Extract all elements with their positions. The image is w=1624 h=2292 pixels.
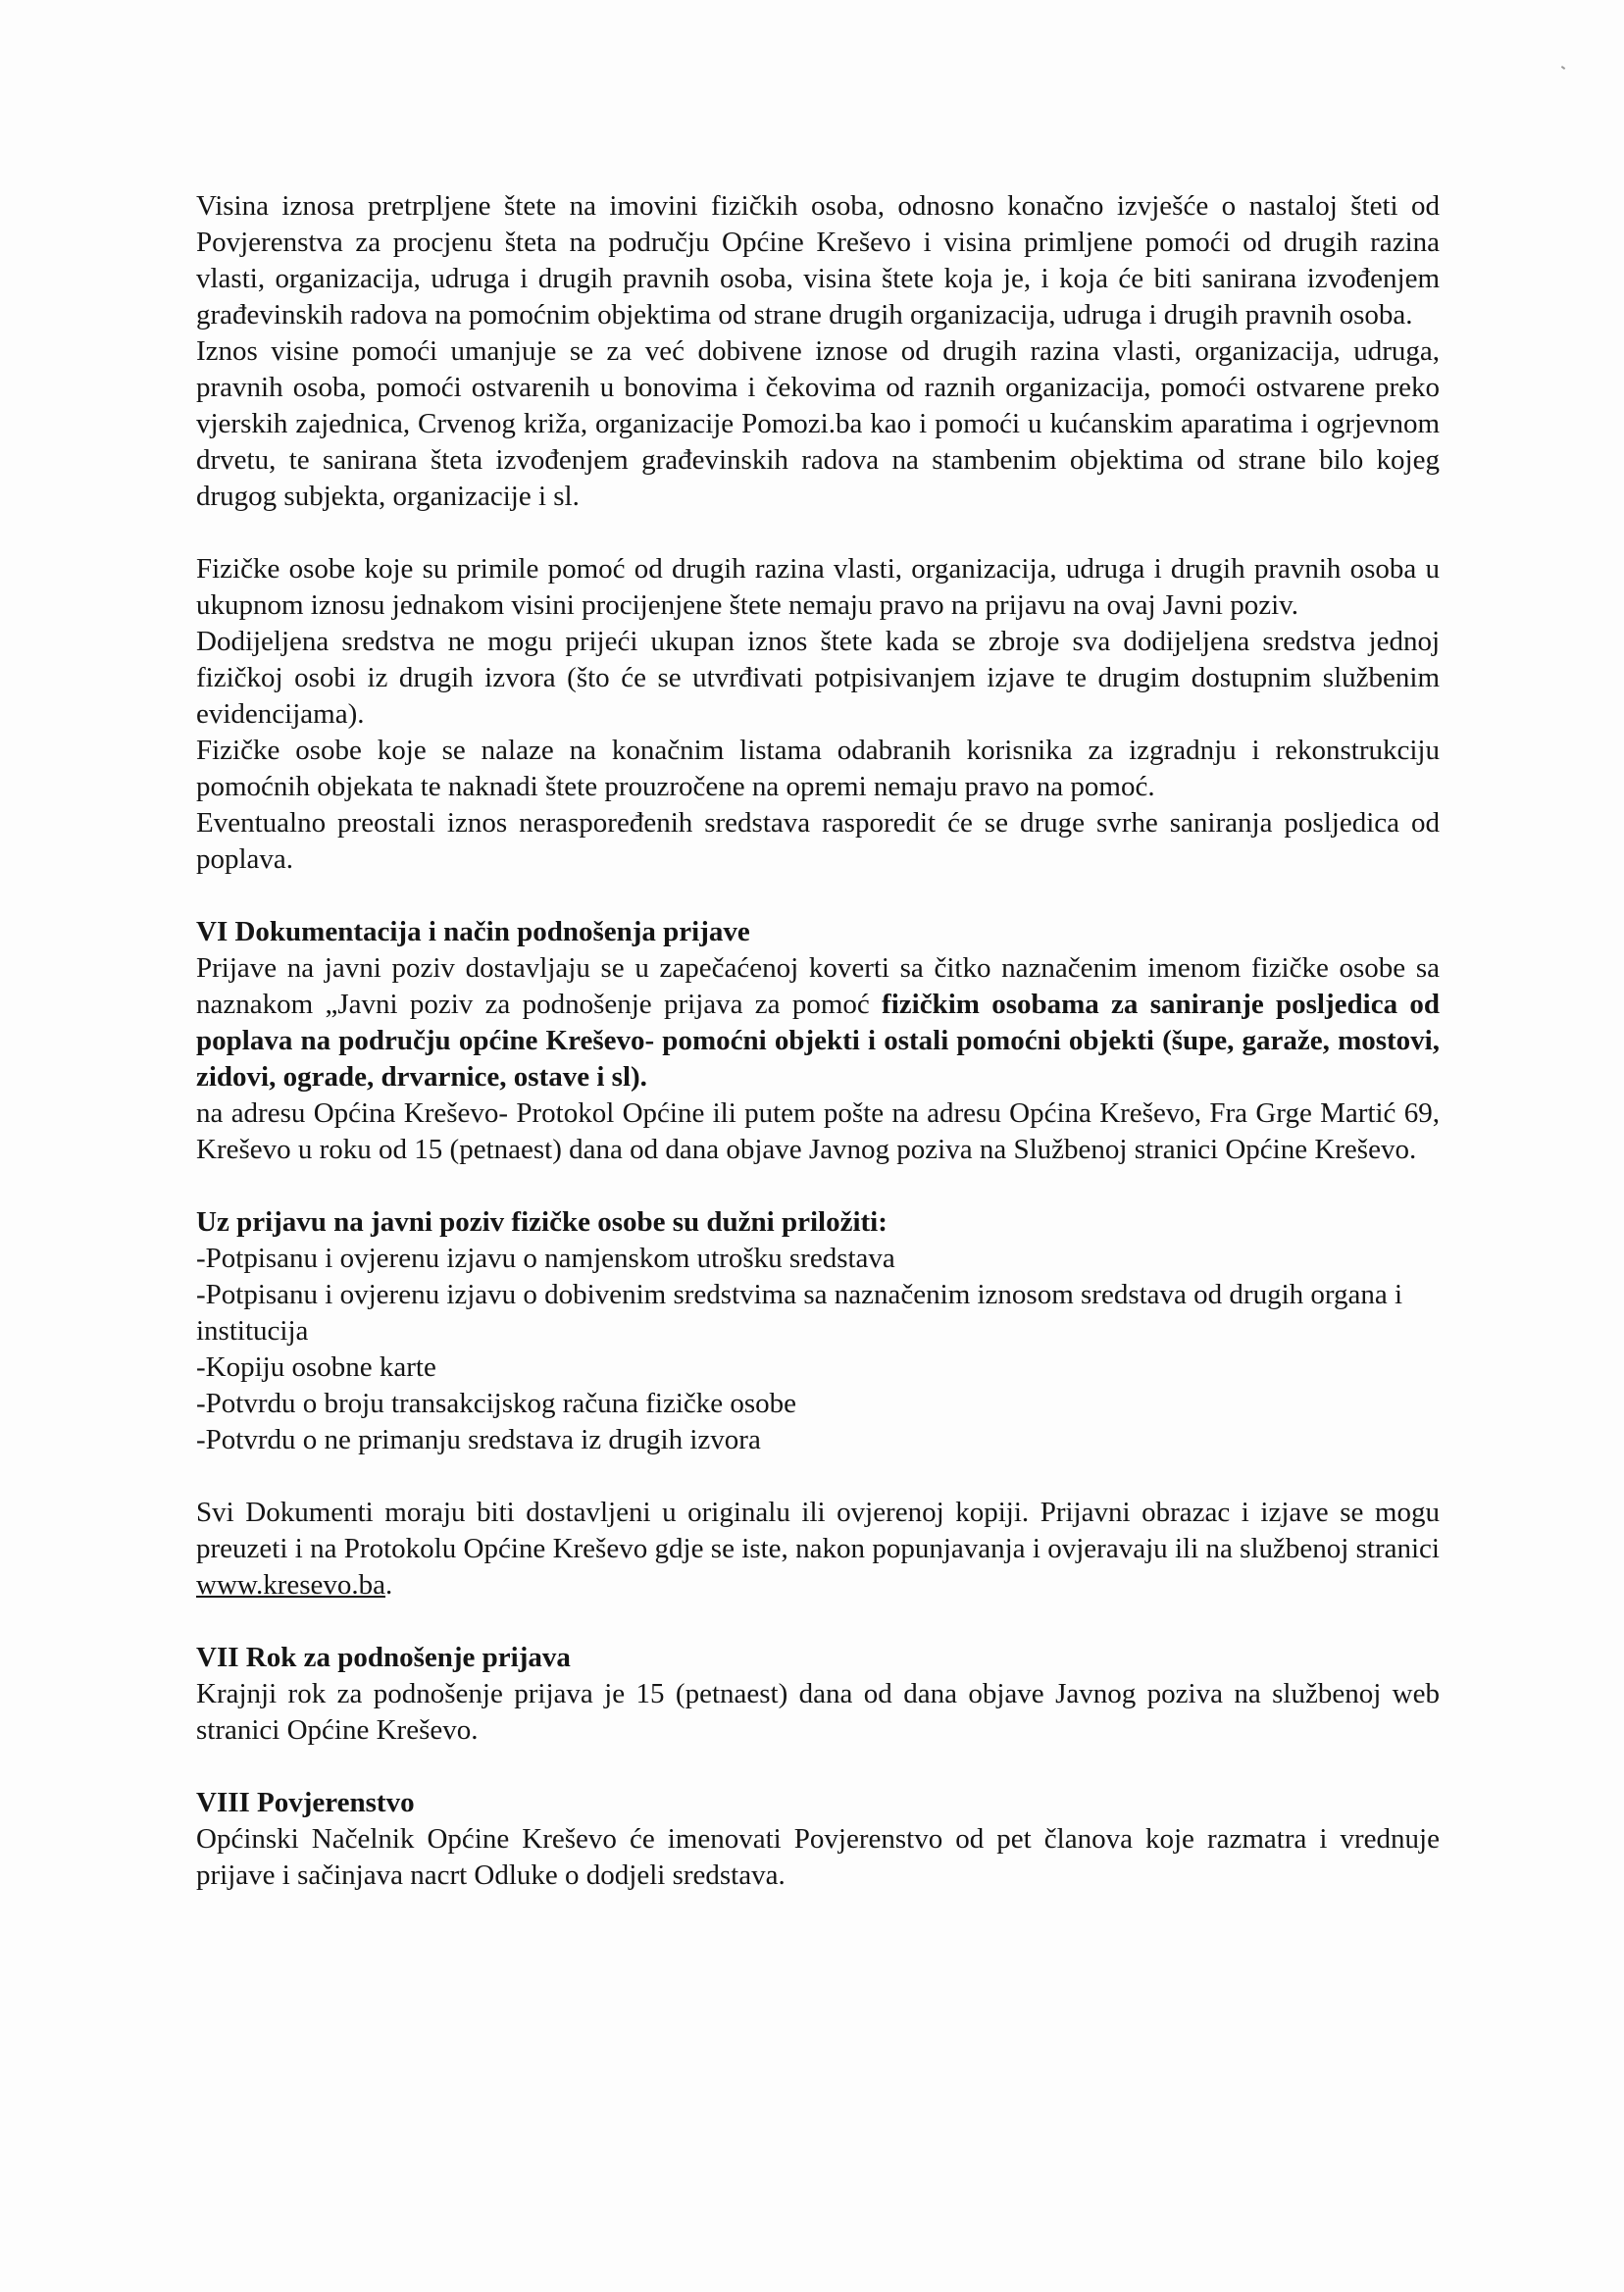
submission-bold-title: fizičkim osobama za saniranje posljedica od poplava na području općine Kreševo- pomoćni objekti i ostali pomoćni objekti (šupe, garaže, mostovi, zidovi, ograde, drvarnice, ostave i sl).	[196, 989, 1440, 1093]
documents-text: Svi Dokumenti moraju biti dostavljeni u originalu ili ovjerenoj kopiji. Prijavni obrazac i izjave se mogu preuzeti i na Protokolu Općine Kreševo gdje se iste, nakon popunjavanja i ovjeravaju ili na službenoj stranici	[196, 1497, 1440, 1564]
paragraph-submission	[196, 950, 1440, 1095]
paragraph-remaining-funds: Eventualno preostali iznos neraspoređenih sredstava rasporedit će se druge svrhe saniranja posljedica od poplava.	[196, 807, 1440, 875]
list-item: -Potvrdu o broju transakcijskog računa fizičke osobe	[196, 1388, 797, 1419]
section-heading-documentation: VI Dokumentacija i način podnošenja prijave	[196, 916, 750, 947]
submission-intro: Prijave na javni poziv dostavljaju se u zapečaćenoj koverti sa čitko naznačenim imenom fizičke osobe sa naznakom „Javni poziv za podnošenje prijava za pomoć	[196, 952, 1440, 1020]
section-heading-committee: VIII Povjerenstvo	[196, 1787, 415, 1818]
list-item: -Potpisanu i ovjerenu izjavu o dobivenim sredstvima sa naznačenim iznosom sredstava od drugih organa i institucija	[196, 1279, 1403, 1347]
paragraph-committee: Općinski Načelnik Općine Kreševo će imenovati Povjerenstvo od pet članova koje razmatra i vrednuje prijave i sačinjava nacrt Odluke o dodjeli sredstava.	[196, 1823, 1440, 1891]
list-item: -Kopiju osobne karte	[196, 1351, 436, 1383]
document-body	[196, 188, 1440, 1894]
list-item: -Potvrdu o ne primanju sredstava iz drugih izvora	[196, 1424, 761, 1455]
scan-speck	[1561, 66, 1565, 70]
paragraph-funds-limit: Dodijeljena sredstva ne mogu prijeći ukupan iznos štete kada se zbroje sva dodijeljena sredstva jednoj fizičkoj osobi iz drugih izvora (što će se utvrđivati potpisivanjem izjave te drugim dostupnim službenim evidencijama).	[196, 626, 1440, 730]
section-heading-deadline: VII Rok za podnošenje prijava	[196, 1642, 571, 1673]
paragraph-address: na adresu Općina Kreševo- Protokol Općine ili putem pošte na adresu Općina Kreševo, Fra Grge Martić 69, Kreševo u roku od 15 (petnaest) dana od dana objave Javnog poziva na Službenoj stranici Općine Kreševo.	[196, 1097, 1440, 1165]
paragraph-deadline: Krajnji rok za podnošenje prijava je 15 (petnaest) dana od dana objave Javnog poziva na službenoj web stranici Općine Kreševo.	[196, 1678, 1440, 1746]
list-item: -Potpisanu i ovjerenu izjavu o namjenskom utrošku sredstava	[196, 1243, 895, 1274]
attachments-heading: Uz prijavu na javni poziv fizičke osobe su dužni priložiti:	[196, 1206, 888, 1238]
attachments-list	[196, 1241, 1440, 1458]
paragraph-final-lists: Fizičke osobe koje se nalaze na konačnim listama odabranih korisnika za izgradnju i rekonstrukciju pomoćnih objekata te naknadi štete prouzročene na opremi nemaju pravo na pomoć.	[196, 735, 1440, 802]
website-link[interactable]: www.kresevo.ba	[196, 1569, 386, 1601]
paragraph-aid-reduction: Iznos visine pomoći umanjuje se za već dobivene iznose od drugih razina vlasti, organizacija, udruga, pravnih osoba, pomoći ostvarenih u bonovima i čekovima od raznih organizacija, pomoći ostvarene preko vjerskih zajednica, Crvenog križa, organizacije Pomozi.ba kao i pomoći u kućanskim aparatima i ogrjevnom drvetu, te sanirana šteta izvođenjem građevinskih radova na stambenim objektima od strane bilo kojeg drugog subjekta, organizacije i sl.	[196, 335, 1440, 512]
documents-end: .	[385, 1569, 393, 1601]
paragraph-damage-amount: Visina iznosa pretrpljene štete na imovini fizičkih osoba, odnosno konačno izvješće o nastaloj šteti od Povjerenstva za procjenu šteta na području Općine Kreševo i visina primljene pomoći od drugih razina vlasti, organizacija, udruga i drugih pravnih osoba, visina štete koja je, i koja će biti sanirana izvođenjem građevinskih radova na pomoćnim objektima od strane drugih organizacija, udruga i drugih pravnih osoba.	[196, 190, 1440, 331]
paragraph-no-entitlement: Fizičke osobe koje su primile pomoć od drugih razina vlasti, organizacija, udruga i drugih pravnih osoba u ukupnom iznosu jednakom visini procijenjene štete nemaju pravo na prijavu na ovaj Javni poziv.	[196, 553, 1440, 621]
paragraph-documents	[196, 1495, 1440, 1604]
